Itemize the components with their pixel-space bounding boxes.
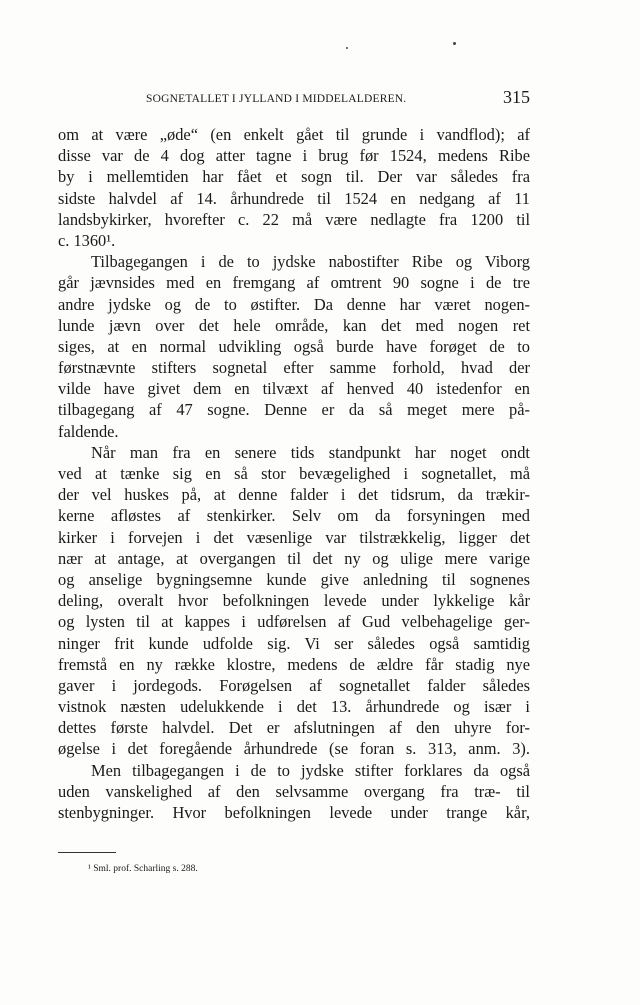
text-line: uden vanskelighed af den selvsamme overgang fra træ- til [58, 781, 530, 801]
text-line: Når man fra en senere tids standpunkt har noget ondt [91, 442, 530, 462]
text-line: disse var de 4 dog atter tagne i brug før 1524, medens Ribe [58, 146, 530, 166]
text-line: kerne afløstes af stenkirker. Selv om da forsyningen med [58, 506, 530, 526]
text-line: tilbagegang af 47 sogne. Denne er da så meget mere på- [58, 400, 530, 420]
scan-speck [453, 42, 456, 45]
text-line: går jævnsides med en fremgang af omtrent 90 sogne i de tre [58, 273, 530, 293]
scan-speck [346, 47, 348, 49]
text-line: fremstå en ny række klostre, medens de ældre får stadig nye [58, 654, 530, 674]
text-line: og lysten til at kappes i udførelsen af Gud velbehagelige ger- [58, 612, 530, 632]
text-line: stenbygninger. Hvor befolkningen levede under trange kår, [58, 803, 530, 822]
text-line: c. 1360¹. [58, 230, 116, 250]
text-line: førstnævnte stifters sognetal efter samme forhold, hvad der [58, 358, 530, 378]
text-line: dettes første halvdel. Det er afslutningen af den uhyre for- [58, 718, 530, 738]
text-line: lunde jævn over det hele område, kan det med nogen ret [58, 315, 530, 335]
text-line: faldende. [58, 421, 119, 441]
page-number: 315 [503, 87, 530, 107]
footnote: ¹ Sml. prof. Scharling s. 288. [88, 864, 198, 874]
text-line: vistnok næsten udelukkende i det 13. århundrede og især i [58, 697, 530, 717]
text-line: siges, at en normal udvikling også burde have forøget de to [58, 336, 530, 356]
text-line: vilde have givet dem en tilvæxt af henved 40 istedenfor en [58, 379, 530, 399]
text-line: Men tilbagegangen i de to jydske stifter forklares da også [91, 760, 530, 780]
text-line: deling, overalt hvor befolkningen levede under lykkelige kår [58, 591, 530, 611]
text-line: ninger frit kunde udfolde sig. Vi ser således også samtidig [58, 633, 530, 653]
text-line: nær at antage, at overgangen til det ny og ulige mere varige [58, 548, 530, 568]
text-line: andre jydske og de to østifter. Da denne har været nogen- [58, 294, 530, 314]
text-line: om at være „øde“ (en enkelt gået til grunde i vandflod); af [58, 125, 530, 144]
text-line: øgelse i det foregående århundrede (se foran s. 313, anm. 3). [58, 739, 530, 759]
text-line: og anselige bygningsemne kunde give anledning til sognenes [58, 569, 530, 589]
text-line: Tilbagegangen i de to jydske nabostifter Ribe og Viborg [91, 252, 530, 272]
text-line: der vel huskes på, at denne falder i det tidsrum, da trækir- [58, 485, 530, 505]
text-line: ved at tænke sig en så stor bevægelighed i sognetallet, må [58, 464, 530, 483]
text-line: gaver i jordegods. Forøgelsen af sognetallet falder således [58, 675, 530, 695]
text-line: sidste halvdel af 14. århundrede til 1524 en nedgang af 11 [58, 188, 530, 208]
text-line: landsbykirker, hvorefter c. 22 må være nedlagte fra 1200 til [58, 209, 530, 229]
body-text [58, 124, 530, 823]
footnote-divider [58, 852, 116, 853]
text-line: by i mellemtiden har fået et sogn til. Der var således fra [58, 167, 530, 187]
text-line: kirker i forvejen i det væsenlige var tilstrækkelig, ligger det [58, 527, 530, 547]
running-title: SOGNETALLET I JYLLAND I MIDDELALDEREN. [146, 93, 407, 105]
page-header [58, 87, 530, 110]
